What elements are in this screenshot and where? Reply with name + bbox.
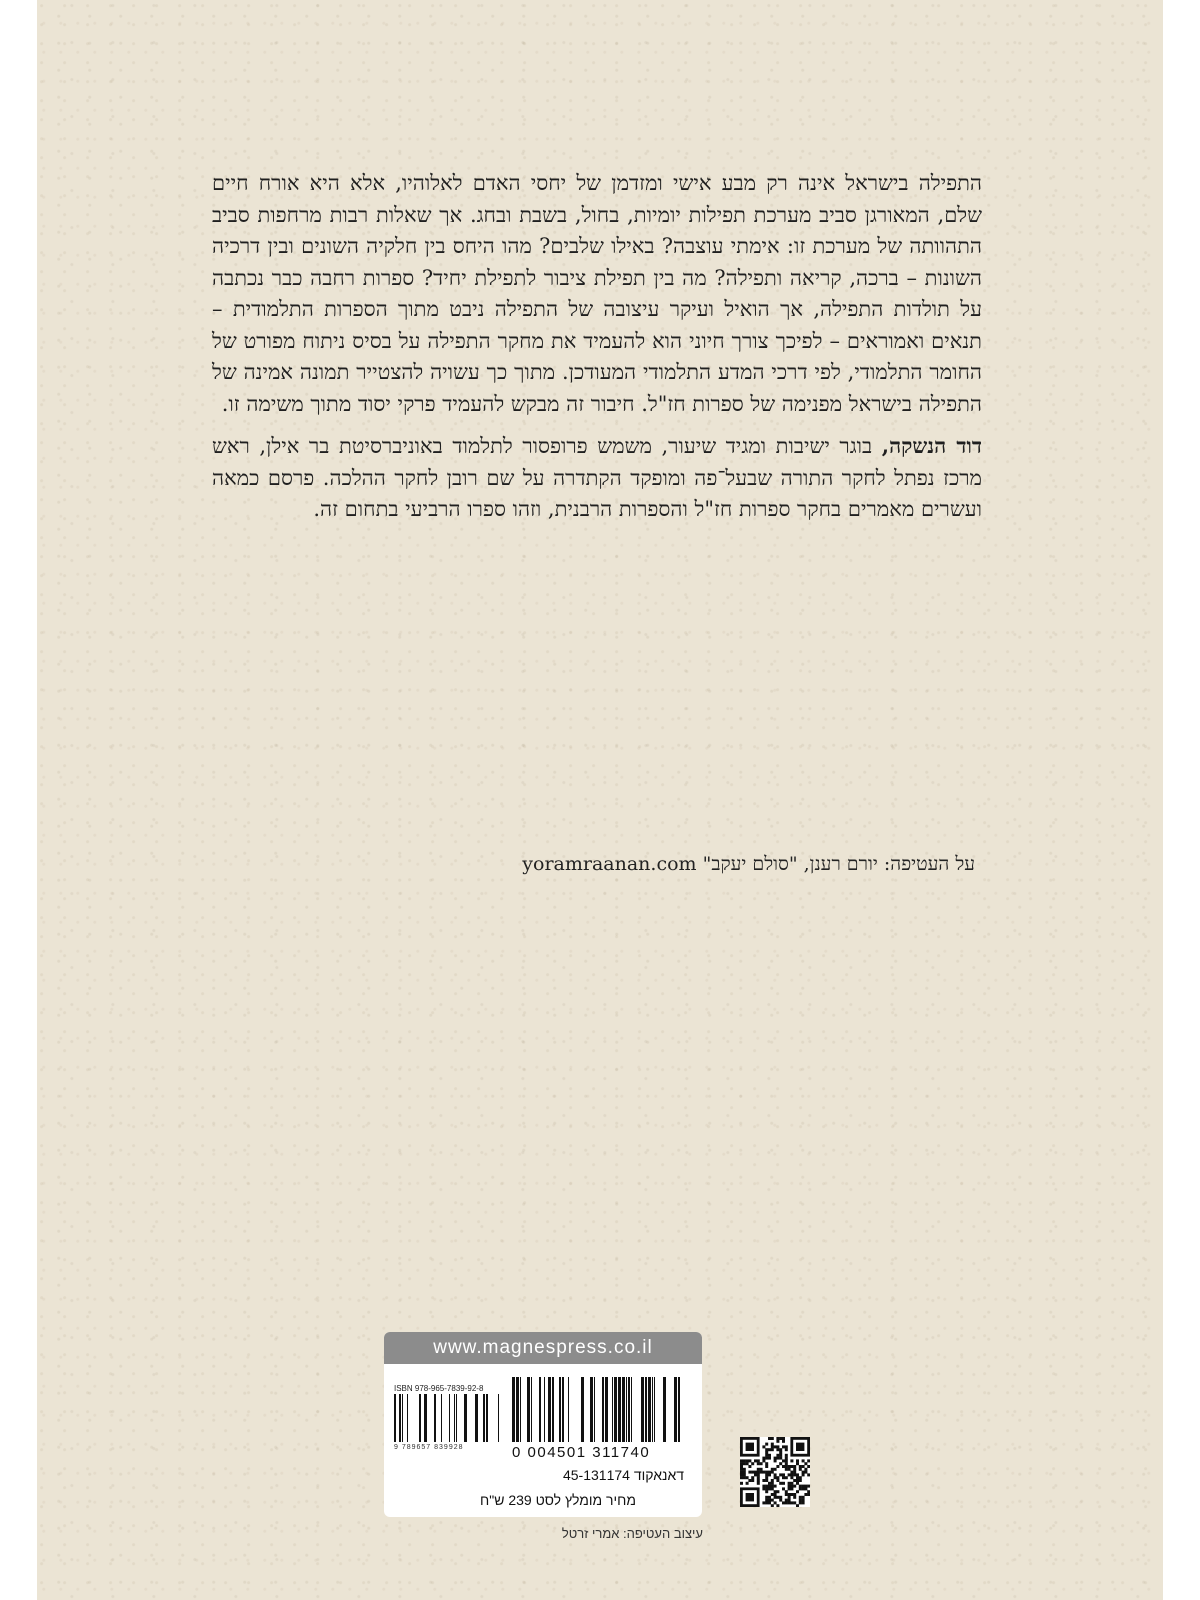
publisher-website: www.magnespress.co.il [384, 1332, 702, 1364]
isbn-label: ISBN 978-965-7839-92-8 [394, 1384, 484, 1393]
isbn-barcode [394, 1394, 499, 1442]
product-barcode [512, 1377, 680, 1442]
danacode: דאנאקוד 45-131174 [562, 1467, 684, 1483]
blurb [212, 168, 982, 536]
artist-website: yoramraanan.com [522, 853, 697, 875]
author-paragraph [212, 430, 982, 526]
barcode-box [384, 1332, 702, 1517]
product-barcode-digits: 0 004501 311740 [512, 1444, 651, 1461]
author-name: דוד הנשקה, [881, 433, 982, 458]
isbn-digits: 9 789657 839928 [394, 1444, 464, 1451]
cover-art-credit [522, 853, 975, 876]
designer-credit: עיצוב העטיפה: אמרי זרטל [561, 1526, 703, 1541]
author-bio: בוגר ישיבות ומגיד שיעור, משמש פרופסור לתלמוד באוניברסיטת בר אילן, ראש מרכז נפתל לחקר התורה שבעל־פה ומופקד הקתדרה על שם רובן לחקר ההלכה. פרסם כמאה ועשרים מאמרים בחקר ספרות חז"ל והספרות הרבנית, וזהו ספרו הרביעי בתחום זה. [212, 434, 982, 521]
cover-art-credit-text: על העטיפה: יורם רענן, "סולם יעקב" [702, 853, 975, 875]
qr-code-icon [740, 1437, 810, 1507]
recommended-price: מחיר מומלץ לסט 239 ש"ח [480, 1492, 636, 1508]
description-paragraph: התפילה בישראל אינה רק מבע אישי ומזדמן של יחסי האדם לאלוהיו, אלא היא אורח חיים שלם, המאורגן סביב מערכת תפילות יומיות, בחול, בשבת ובחג. אך שאלות רבות מרחפות סביב התהוותה של מערכת זו: אימתי עוצבה? באילו שלבים? מהו היחס בין חלקיה השונים ובין דרכיה השונות – ברכה, קריאה ותפילה? מה בין תפילת ציבור לתפילת יחיד? ספרות רחבה כבר נכתבה על תולדות התפילה, אך הואיל ועיקר עיצובה של התפילה ניבט מתוך הספרות התלמודית – תנאים ואמוראים – לפיכך צורך חיוני הוא להעמיד את מחקר התפילה על בסיס ניתוח מפורט של החומר התלמודי, לפי דרכי המדע התלמודי המעודכן. מתוך כך עשויה להצטייר תמונה אמינה של התפילה בישראל מפנימה של ספרות חז"ל. חיבור זה מבקש להעמיד פרקי יסוד מתוך משימה זו. [212, 171, 982, 416]
